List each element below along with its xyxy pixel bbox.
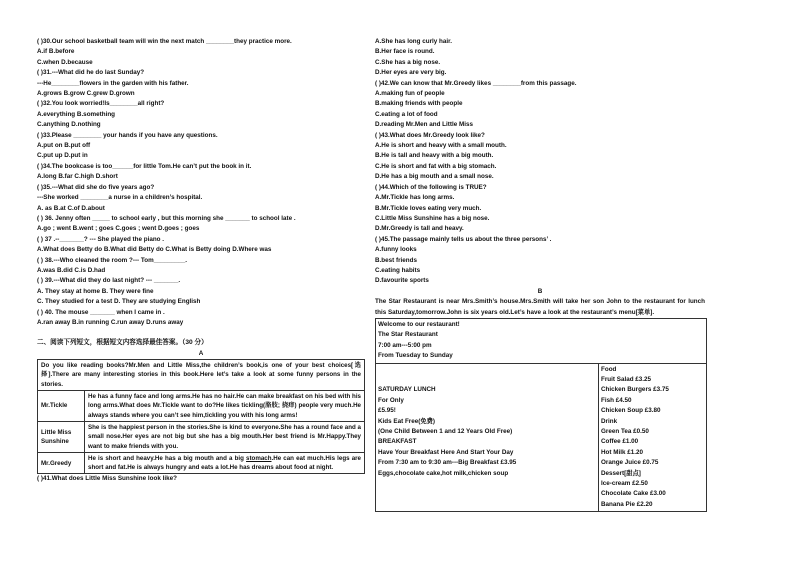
passage-a-intro: Do you like reading books?Mr.Men and Little Miss,the children’s book,is one of your best choices[选择].There are many interesting stories in this book.Here let’s take a look at some funny persons in the stories. (38, 360, 365, 391)
left-column (37, 37, 365, 485)
question-options: A.was B.did C.is D.had (37, 266, 106, 274)
questions-42-45 (375, 79, 705, 287)
passage-b-text: The Star Restaurant is near Mrs.Smith’s house.Mrs.Smith will take her son John to the restaurant for lunch this Saturday,tomorrow.John is six years old.Let’s have a look at the restaurant’s menu[菜单]. (375, 298, 705, 316)
question-options: A.long B.far C.high D.short (37, 173, 118, 181)
question-options: B.Her face is round. (375, 48, 435, 56)
question-stem: ( )45.The passage mainly tells us about the three persons’ . (375, 235, 552, 243)
menu-item: Ice-cream £2.50 (601, 480, 648, 488)
menu-item: Food (601, 365, 617, 373)
question-options: A.He is short and heavy with a small mouth. (375, 142, 507, 150)
menu-item: Fish £4.50 (601, 396, 632, 404)
underlined-word: stomach (246, 454, 272, 462)
question-options: D.reading Mr.Men and Little Miss (375, 121, 473, 129)
question-options: A.Mr.Tickle has long arms. (375, 194, 455, 202)
question-options: C. They studied for a test D. They are studying English (37, 298, 201, 306)
text-segment: He is short and heavy.He has a big mouth and a big (88, 454, 247, 462)
question-options: A.funny looks (375, 246, 417, 254)
section-title: 二、阅读下列短文，根据短文内容选择最佳答案。（30 分） (37, 339, 208, 347)
menu-line: £5.95! (378, 407, 396, 415)
question-options: C.when D.because (37, 58, 93, 66)
menu-item: Chicken Burgers £3.75 (601, 386, 669, 394)
character-description (85, 452, 365, 474)
menu-item: Orange Juice £0.75 (601, 459, 659, 467)
menu-item: Dessert[甜点] (601, 469, 641, 477)
question-options: A. as B.at C.of D.about (37, 204, 105, 212)
text-segment: .He can eat much.His legs are short and fat.He is always hungry and eats a lot.He has dreams about food at night. (88, 454, 361, 472)
question-options: B.best friends (375, 256, 417, 264)
menu-header-line: The Star Restaurant (378, 331, 438, 339)
passage-a-label: A (198, 349, 204, 357)
character-description: She is the happiest person in the stories.She is kind to everyone.She has a round face and a small nose.Her eyes are not big but she has a big mouth.Her best friend is Mr.Happy.They want to make friends with you. (85, 421, 365, 452)
menu-line: BREAKFAST (378, 438, 417, 446)
character-name: Mr.Tickle (38, 391, 85, 422)
question-options: D.He has a big mouth and a small nose. (375, 173, 494, 181)
question-options: A.if B.before (37, 48, 75, 56)
question-options: A. They stay at home B. They were fine (37, 287, 154, 295)
character-name: Mr.Greedy (38, 452, 85, 474)
menu-line (378, 375, 596, 385)
question-options: C.eating habits (375, 266, 421, 274)
menu-item: Fruit Salad £3.25 (601, 376, 652, 383)
menu-item: Green Tea £0.50 (601, 428, 649, 436)
menu-line: Kids Eat Free(免费) (378, 417, 436, 425)
menu-item: Drink (601, 417, 618, 425)
menu-line: (One Child Between 1 and 12 Years Old Free) (378, 428, 513, 436)
question-options: ---He________flowers in the garden with his father. (37, 79, 189, 87)
menu-line: From 7:30 am to 9:30 am---Big Breakfast £3.95 (378, 459, 517, 467)
question-stem: ( ) 39.---What did they do last night? --- _______. (37, 277, 181, 285)
question-options: C.Little Miss Sunshine has a big nose. (375, 214, 490, 222)
question-stem: ( ) 40. The mouse _______ when I came in . (37, 308, 165, 316)
character-name: Little Miss Sunshine (38, 421, 85, 452)
question-stem: ( ) 37 .--_______? --- She played the piano . (37, 235, 165, 243)
menu-item: Chocolate Cake £3.00 (601, 490, 666, 498)
question-stem: ( )30.Our school basketball team will win the next match ________they practice more. (37, 38, 292, 45)
question-41-stem: ( )41.What does Little Miss Sunshine look like? (37, 475, 177, 483)
question-stem: ( )33.Please ________ your hands if you have any questions. (37, 131, 218, 139)
question-options: D.favourite sports (375, 277, 429, 285)
question-options: A.go ; went B.went ; goes C.goes ; went D.goes ; goes (37, 225, 200, 233)
question-stem: ( )31.---What did he do last Sunday? (37, 69, 145, 77)
question-stem: ( )44.Which of the following is TRUE? (375, 183, 487, 191)
menu-header-line: 7:00 am---5:00 pm (378, 341, 432, 349)
character-description: He has a funny face and long arms.He has no hair.He can make breakfast on his bed with his long arms.What does Mr.Tickle want to do?He likes tickling(胳肢; 挠痒) people very much.He always stands where you can’t see him,tickling you with his long arms! (85, 391, 365, 422)
question-options: A.put on B.put off (37, 142, 91, 150)
question-options: B.making friends with people (375, 100, 463, 108)
menu-line: For Only (378, 396, 404, 404)
questions-30-40 (37, 37, 365, 328)
right-column (375, 37, 705, 512)
question-41-options (375, 37, 705, 79)
question-options: A.making fun of people (375, 90, 445, 98)
menu-header (376, 319, 706, 364)
question-stem: ( )43.What does Mr.Greedy look like? (375, 131, 485, 139)
question-options: ---She worked ________a nurse in a children’s hospital. (37, 194, 203, 202)
question-options: C.She has a big nose. (375, 58, 441, 66)
question-options: B.Mr.Tickle loves eating very much. (375, 204, 482, 212)
menu-line: SATURDAY LUNCH (378, 386, 436, 394)
menu-item: Chicken Soup £3.80 (601, 407, 661, 415)
question-options: A.She has long curly hair. (375, 38, 452, 45)
menu-left (376, 364, 599, 512)
menu-header-line: Welcome to our restaurant! (378, 320, 460, 328)
question-options: D.Her eyes are very big. (375, 69, 447, 77)
question-stem: ( )35.---What did she do five years ago? (37, 183, 155, 191)
menu-line: Eggs,chocolate cake,hot milk,chicken soup (378, 469, 509, 477)
question-stem: ( )32.You look worried!Is________all right? (37, 100, 165, 108)
question-options: A.What does Betty do B.What did Betty do C.What is Betty doing D.Where was (37, 246, 272, 254)
menu-line (378, 365, 596, 375)
menu-line: Have Your Breakfast Here And Start Your Day (378, 448, 514, 456)
question-options: C.eating a lot of food (375, 110, 438, 118)
menu-item: Banana Pie £2.20 (601, 500, 653, 508)
passage-b-label: B (537, 287, 543, 295)
question-options: A.everything B.something (37, 110, 116, 118)
menu-header-line: From Tuesday to Sunday (378, 352, 453, 360)
menu-item: Coffee £1.00 (601, 438, 639, 446)
question-stem: ( ) 38.---Who cleaned the room ?--- Tom_________. (37, 256, 187, 264)
question-stem: ( )42.We can know that Mr.Greedy likes ________from this passage. (375, 79, 577, 87)
question-stem: ( )34.The bookcase is too______for little Tom.He can’t put the book in it. (37, 162, 252, 170)
menu-item: Hot Milk £1.20 (601, 448, 643, 456)
question-stem: ( ) 36. Jenny often _____ to school early , but this morning she _______ to school late . (37, 214, 296, 222)
question-options: D.Mr.Greedy is tall and heavy. (375, 225, 464, 233)
question-options: C.put up D.put in (37, 152, 88, 160)
question-options: C.He is short and fat with a big stomach. (375, 162, 497, 170)
question-options: B.He is tall and heavy with a big mouth. (375, 152, 494, 160)
question-options: C.anything D.nothing (37, 121, 101, 129)
menu-right (599, 364, 706, 512)
question-options: A.grows B.grow C.grew D.grown (37, 90, 135, 98)
question-options: A.ran away B.in running C.run away D.runs away (37, 318, 184, 326)
passage-a-table (37, 359, 365, 474)
menu-box (375, 318, 707, 512)
